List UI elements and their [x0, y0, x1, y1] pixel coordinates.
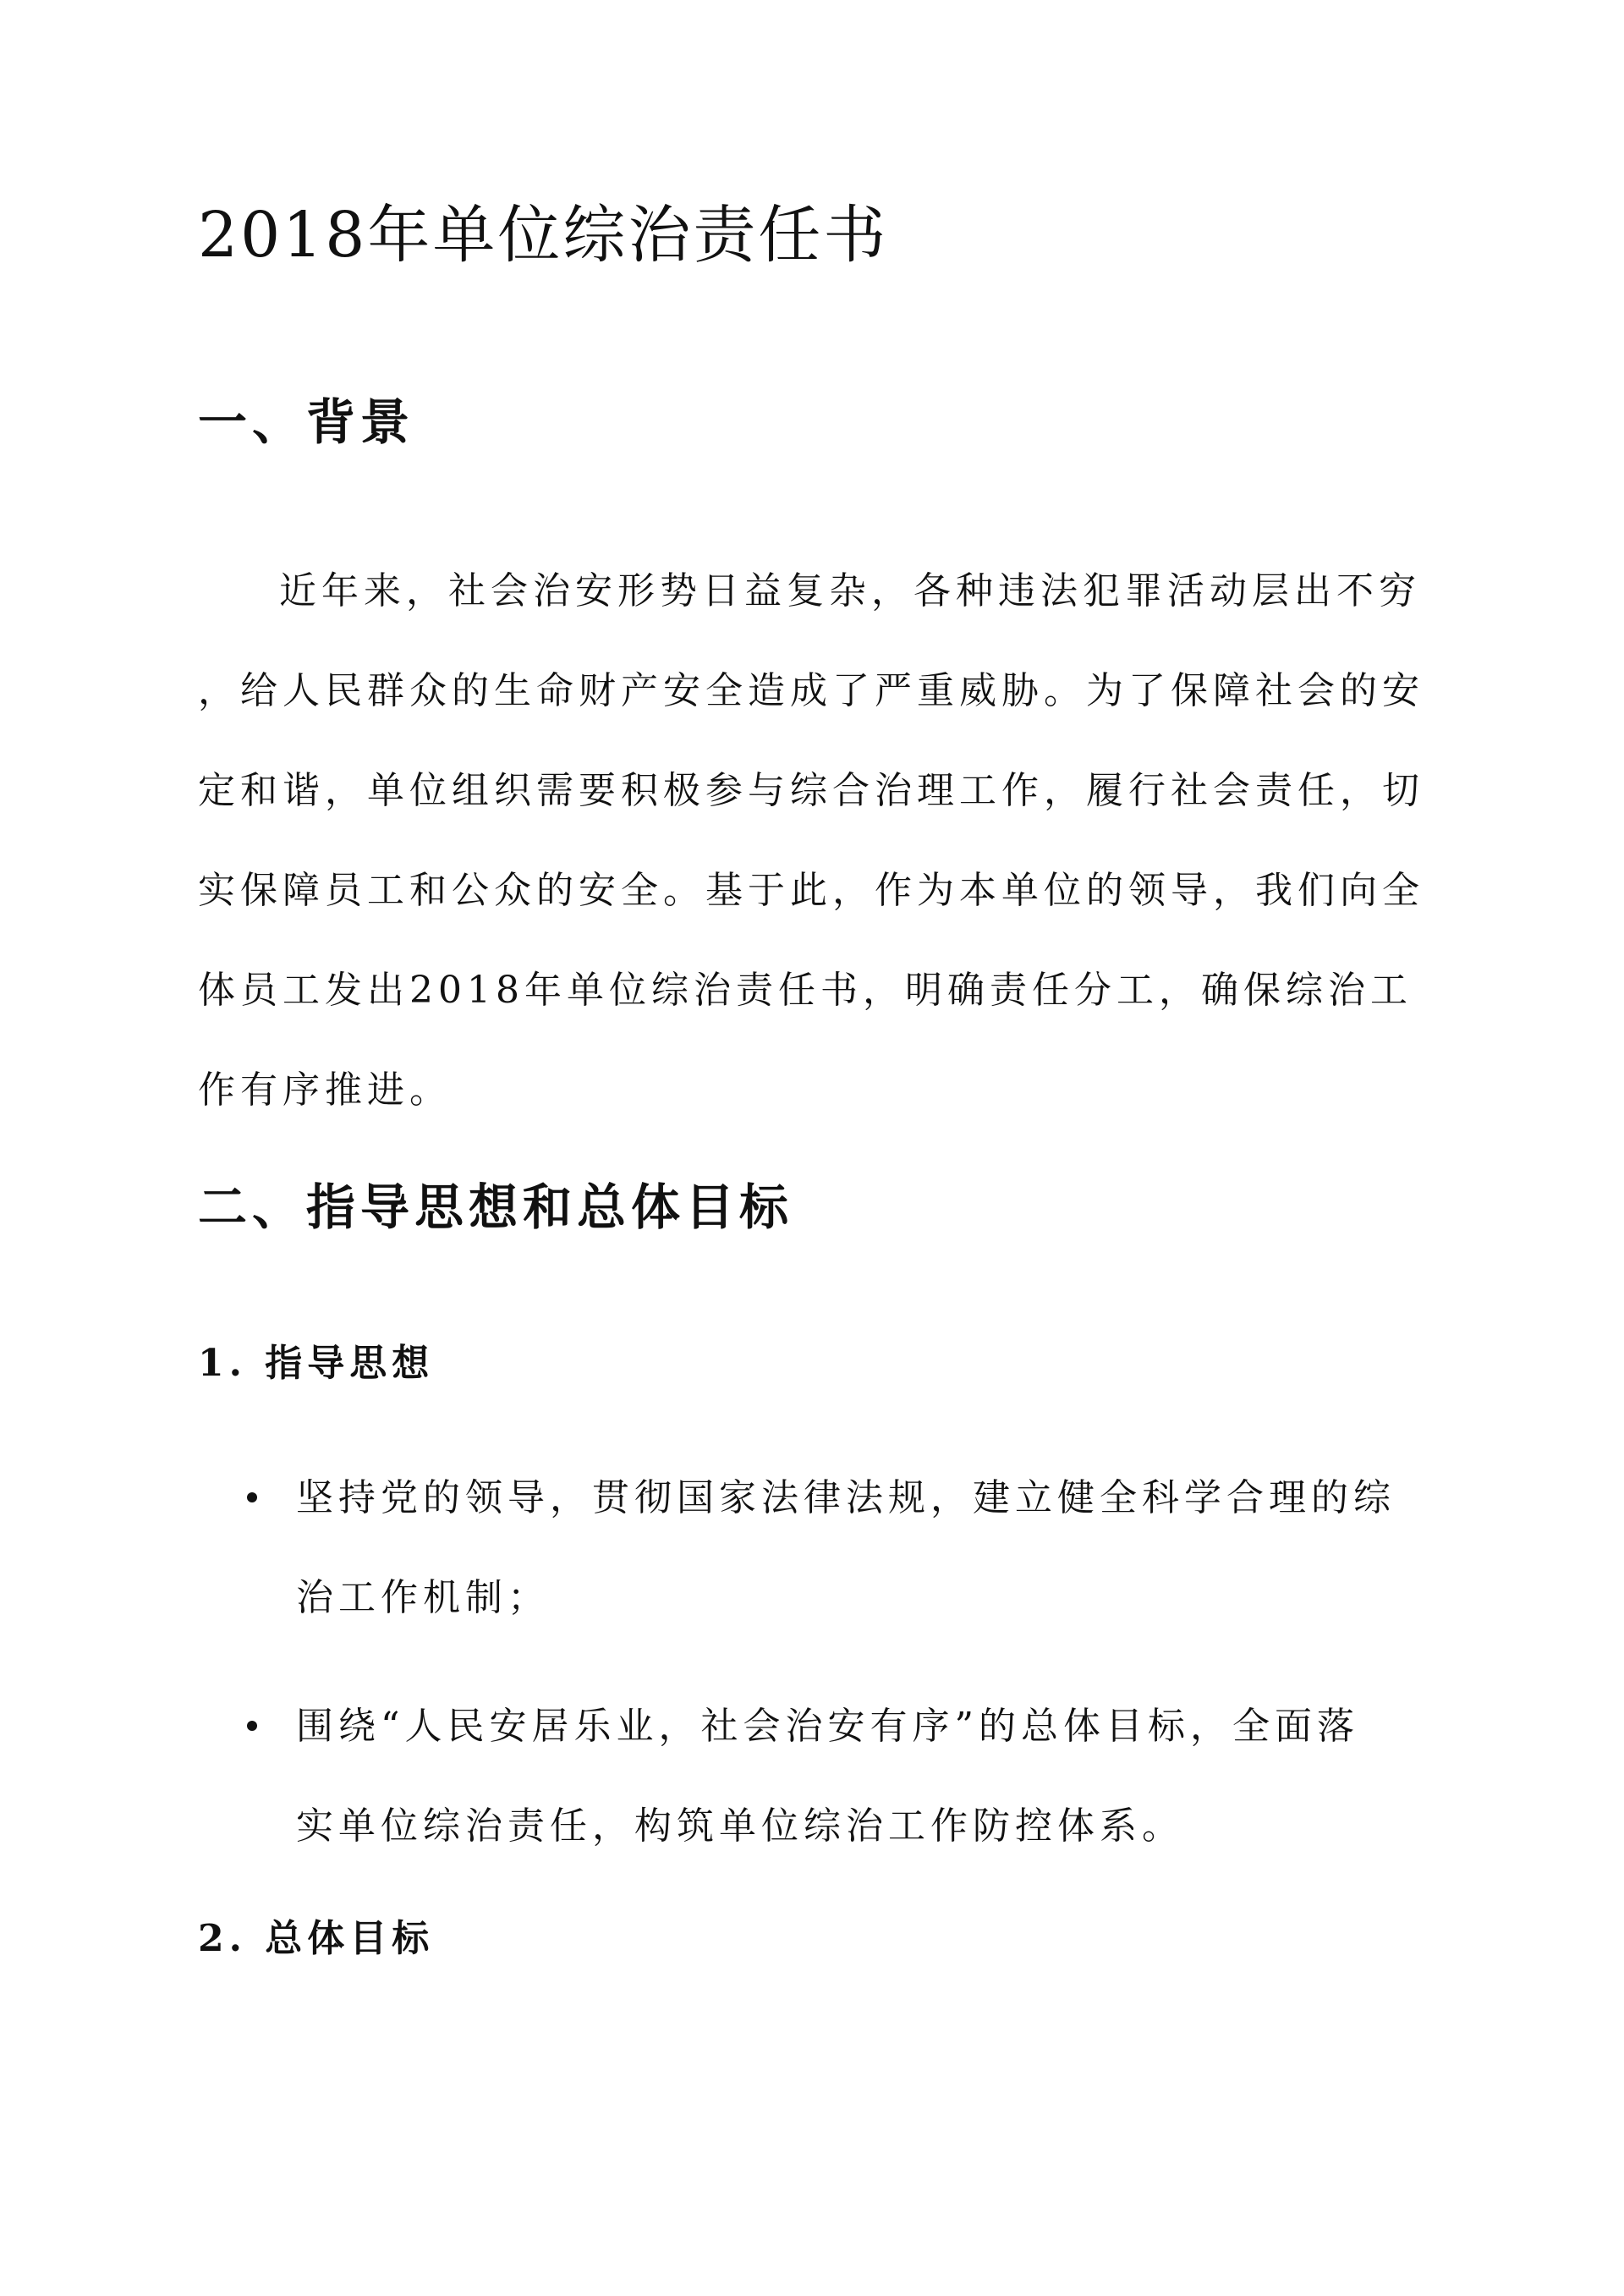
- paragraph-line: 作有序推进。: [198, 1068, 452, 1112]
- bullet-line: 围绕“人民安居乐业，社会治安有序”的总体目标，全面落: [296, 1705, 1359, 1748]
- paragraph-line: 实保障员工和公众的安全。基于此，作为本单位的领导，我们向全: [198, 869, 1424, 912]
- list-item: [198, 1677, 1433, 1876]
- section-heading-guidance-goals: 二、指导思想和总体目标: [198, 1178, 794, 1236]
- list-item: [198, 1448, 1433, 1648]
- bullet-line: 治工作机制；: [296, 1576, 550, 1619]
- paragraph-line: 体员工发出2018年单位综治责任书，明确责任分工，确保综治工: [198, 969, 1413, 1012]
- paragraph-line: ，给人民群众的生命财产安全造成了严重威胁。为了保障社会的安: [198, 669, 1424, 712]
- document-title: 2018年单位综治责任书: [198, 199, 889, 272]
- guiding-ideology-list: [198, 1448, 1433, 1876]
- bullet-icon: [247, 1721, 257, 1731]
- paragraph-line: 定和谐，单位组织需要积极参与综合治理工作，履行社会责任，切: [198, 769, 1424, 812]
- subsection-heading-overall-goal: 2. 总体目标: [198, 1917, 435, 1960]
- subsection-heading-guiding-ideology: 1. 指导思想: [198, 1342, 435, 1385]
- bullet-icon: [247, 1492, 257, 1502]
- bullet-line: 实单位综治责任，构筑单位综治工作防控体系。: [296, 1804, 1184, 1848]
- background-paragraph: [198, 541, 1433, 1140]
- section-heading-background: 一、背景: [198, 393, 415, 451]
- paragraph-line: 近年来，社会治安形势日益复杂，各种违法犯罪活动层出不穷: [279, 569, 1421, 612]
- bullet-line: 坚持党的领导，贯彻国家法律法规，建立健全科学合理的综: [296, 1476, 1396, 1519]
